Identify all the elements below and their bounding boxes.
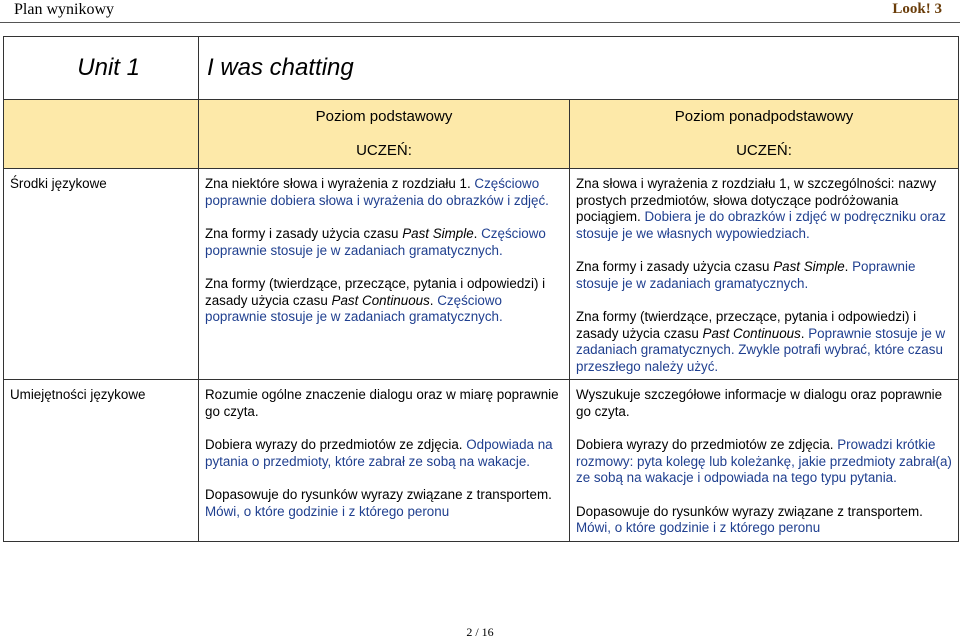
level-basic-student: UCZEŃ: <box>356 142 412 159</box>
advanced-item-vocabulary: Zna słowa i wyrażenia z rozdziału 1, w szczególności: nazwy prostych przedmiotów, słowa dotyczące podróżowania pociągiem. Dobiera je do obrazków i zdjęć w podręczniku oraz stosuje je we własnych wypowiedziach. <box>576 176 946 241</box>
level-advanced-student: UCZEŃ: <box>736 142 792 159</box>
basic-item-objects: Dobiera wyrazy do przedmiotów ze zdjęcia. Odpowiada na pytania o przedmioty, które zabrał ze sobą na wakacje. <box>205 437 553 469</box>
section-label: Umiejętności językowe <box>4 380 199 542</box>
level-basic-header <box>199 100 570 169</box>
section-row-language-skills <box>4 380 959 542</box>
section-row-language-means <box>4 169 959 380</box>
unit-title: I was chatting <box>199 37 959 100</box>
basic-content-cell <box>199 169 570 380</box>
basic-item-past-continuous: Zna formy (twierdzące, przeczące, pytania i odpowiedzi) i zasady użycia czasu Past Continuous. Częściowo poprawnie stosuje je w zadaniach gramatycznych. <box>205 276 546 324</box>
advanced-item-transport: Dopasowuje do rysunków wyrazy związane z transportem. Mówi, o które godzinie i z którego peronu <box>576 503 923 535</box>
basic-item-transport: Dopasowuje do rysunków wyrazy związane z transportem. Mówi, o które godzinie i z którego peronu <box>205 487 552 519</box>
advanced-item-past-continuous: Zna formy (twierdzące, przeczące, pytania i odpowiedzi) i zasady użycia czasu Past Continuous. Poprawnie stosuje je w zadaniach gramatycznych. Zwykle potrafi wybrać, które czasu przeszłego należy użyć. <box>576 309 946 374</box>
level-header-blank <box>4 100 199 169</box>
book-title: Look! 3 <box>892 1 942 17</box>
basic-item-dialogue: Rozumie ogólne znaczenie dialogu oraz w miarę poprawnie go czyta. <box>205 387 559 419</box>
section-label: Środki językowe <box>4 169 199 380</box>
header-divider <box>0 22 960 23</box>
level-basic-name: Poziom podstawowy <box>315 108 453 125</box>
level-advanced-header <box>570 100 959 169</box>
page-number: 2 / 16 <box>466 625 494 639</box>
plan-table <box>3 36 958 542</box>
basic-item-past-simple: Zna formy i zasady użycia czasu Past Simple. Częściowo poprawnie stosuje je w zadaniach gramatycznych. <box>205 226 546 258</box>
basic-item-vocabulary: Zna niektóre słowa i wyrażenia z rozdziału 1. Częściowo poprawnie dobiera słowa i wyrażenia do obrazków i zdjęć. <box>205 176 549 208</box>
advanced-item-past-simple: Zna formy i zasady użycia czasu Past Simple. Poprawnie stosuje je w zadaniach gramatycznych. <box>576 259 916 291</box>
page-header <box>0 0 960 24</box>
document-title: Plan wynikowy <box>14 1 114 18</box>
advanced-item-dialogue: Wyszukuje szczegółowe informacje w dialogu oraz poprawnie go czyta. <box>576 387 943 419</box>
basic-content-cell <box>199 380 570 542</box>
advanced-item-objects: Dobiera wyrazy do przedmiotów ze zdjęcia. Prowadzi krótkie rozmowy: pyta kolegę lub koleżankę, jakie przedmioty zabrał(a) ze sobą na wakacje i odpowiada na tego typu pytania. <box>576 437 952 485</box>
advanced-content-cell <box>570 169 959 380</box>
level-header-row <box>4 100 959 169</box>
unit-row <box>4 37 959 100</box>
level-advanced-name: Poziom ponadpodstawowy <box>674 108 854 125</box>
unit-number: Unit 1 <box>4 37 199 100</box>
advanced-content-cell <box>570 380 959 542</box>
